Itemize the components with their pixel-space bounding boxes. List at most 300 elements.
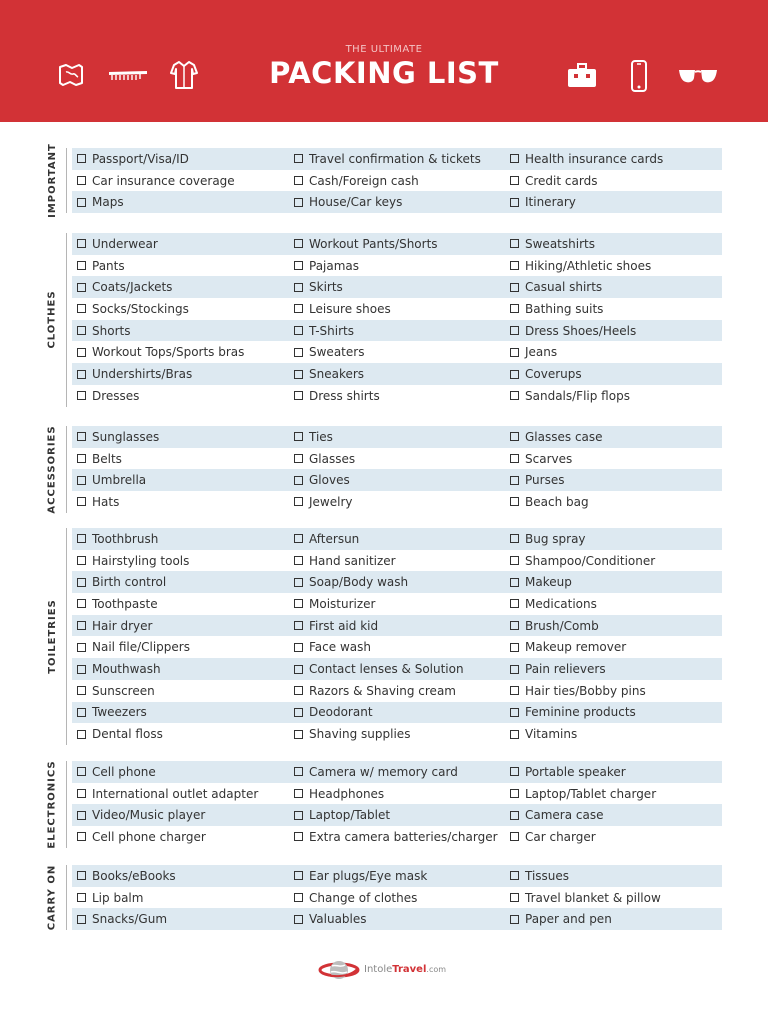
checkbox[interactable] (294, 871, 303, 880)
item-label: Deodorant (309, 705, 373, 720)
checkbox[interactable] (77, 767, 86, 776)
checklist-item[interactable] (505, 783, 656, 805)
checklist-item[interactable] (505, 191, 576, 213)
item-label: Video/Music player (92, 808, 206, 823)
section-label-text: CARRY ON (46, 864, 58, 931)
checkbox[interactable] (510, 476, 519, 485)
section-divider (66, 426, 67, 513)
checklist-row (72, 491, 722, 513)
checklist-item[interactable] (72, 571, 166, 593)
checkbox[interactable] (294, 915, 303, 924)
checklist-item[interactable] (289, 191, 402, 213)
checklist-item[interactable] (505, 385, 630, 407)
checkbox[interactable] (510, 497, 519, 506)
checklist-row (72, 783, 722, 805)
section-divider (66, 865, 67, 930)
item-label: Sunscreen (92, 683, 155, 698)
item-label: Itinerary (525, 195, 576, 210)
checkbox[interactable] (294, 432, 303, 441)
checkbox[interactable] (510, 154, 519, 163)
checkbox[interactable] (294, 767, 303, 776)
checklist-item[interactable] (289, 723, 410, 745)
checklist-item[interactable] (72, 342, 244, 364)
checkbox[interactable] (294, 176, 303, 185)
item-label: Passport/Visa/ID (92, 151, 189, 166)
checklist-item[interactable] (72, 255, 125, 277)
checkbox[interactable] (510, 578, 519, 587)
checklist-row (72, 865, 722, 887)
checkbox[interactable] (77, 686, 86, 695)
item-label: Dress shirts (309, 388, 380, 403)
footer-logo (318, 956, 458, 984)
checklist-item[interactable] (72, 723, 163, 745)
checklist-row (72, 680, 722, 702)
checklist-item[interactable] (72, 887, 143, 909)
checkbox[interactable] (294, 198, 303, 207)
checkbox[interactable] (510, 454, 519, 463)
section-divider (66, 148, 67, 213)
checkbox[interactable] (77, 154, 86, 163)
checklist-item[interactable] (289, 276, 343, 298)
checklist-item[interactable] (505, 680, 646, 702)
checkbox[interactable] (77, 348, 86, 357)
section-label (36, 761, 68, 848)
checklist-row (72, 276, 722, 298)
checkbox[interactable] (294, 239, 303, 248)
item-label: Sweaters (309, 345, 365, 360)
checkbox[interactable] (294, 534, 303, 543)
checkbox[interactable] (294, 261, 303, 270)
checkbox[interactable] (294, 686, 303, 695)
checklist-item[interactable] (505, 804, 604, 826)
checkbox[interactable] (294, 556, 303, 565)
item-label: Change of clothes (309, 890, 418, 905)
checkbox[interactable] (510, 665, 519, 674)
checklist-item[interactable] (289, 491, 353, 513)
section-carry-on (0, 865, 768, 930)
checkbox[interactable] (510, 391, 519, 400)
checkbox[interactable] (510, 621, 519, 630)
checkbox[interactable] (77, 811, 86, 820)
checklist-item[interactable] (505, 637, 626, 659)
checkbox[interactable] (77, 665, 86, 674)
suitcase-icon (567, 62, 597, 88)
checklist-item[interactable] (505, 276, 602, 298)
checkbox[interactable] (77, 556, 86, 565)
item-label: Hiking/Athletic shoes (525, 258, 652, 273)
checkbox[interactable] (77, 915, 86, 924)
checkbox[interactable] (294, 454, 303, 463)
item-label: Vitamins (525, 727, 578, 742)
item-label: Soap/Body wash (309, 575, 409, 590)
checklist-item[interactable] (505, 887, 661, 909)
checklist-row (72, 723, 722, 745)
checkbox[interactable] (77, 730, 86, 739)
checkbox[interactable] (510, 198, 519, 207)
checklist-item[interactable] (72, 148, 189, 170)
checklist-item[interactable] (505, 170, 597, 192)
item-label: Moisturizer (309, 596, 376, 611)
checkbox[interactable] (510, 686, 519, 695)
checkbox[interactable] (77, 832, 86, 841)
checkbox[interactable] (294, 665, 303, 674)
item-label: Sunglasses (92, 429, 160, 444)
checklist-item[interactable] (289, 448, 355, 470)
item-label: Bug spray (525, 531, 586, 546)
checkbox[interactable] (294, 578, 303, 587)
checklist-item[interactable] (505, 571, 572, 593)
checklist-item[interactable] (289, 637, 371, 659)
checklist-item[interactable] (72, 426, 159, 448)
checklist-item[interactable] (289, 363, 364, 385)
footer-logo-text (364, 964, 446, 975)
checklist-item[interactable] (289, 804, 390, 826)
item-label: Aftersun (309, 531, 360, 546)
checkbox[interactable] (294, 370, 303, 379)
checklist-row (72, 170, 722, 192)
checklist-item[interactable] (72, 191, 124, 213)
item-label: Brush/Comb (525, 618, 599, 633)
checkbox[interactable] (510, 708, 519, 717)
checklist-item[interactable] (72, 615, 152, 637)
checkbox[interactable] (77, 497, 86, 506)
checklist-item[interactable] (289, 658, 464, 680)
item-label: Credit cards (525, 173, 598, 188)
item-label: Coats/Jackets (92, 280, 173, 295)
item-label: Dresses (92, 388, 140, 403)
item-label: Hats (92, 494, 120, 509)
checklist-item[interactable] (72, 637, 190, 659)
checklist-item[interactable] (505, 148, 663, 170)
item-label: Birth control (92, 575, 167, 590)
checklist-item[interactable] (289, 469, 350, 491)
checkbox[interactable] (77, 176, 86, 185)
checkbox[interactable] (510, 767, 519, 776)
checklist-item[interactable] (72, 491, 119, 513)
item-label: Bathing suits (525, 301, 604, 316)
item-label: Jewelry (309, 494, 353, 509)
checkbox[interactable] (294, 391, 303, 400)
section-important (0, 143, 768, 218)
phone-icon (630, 60, 648, 92)
item-label: Shorts (92, 323, 131, 338)
header-banner (0, 0, 768, 122)
checklist-item[interactable] (505, 320, 636, 342)
checkbox[interactable] (510, 730, 519, 739)
item-label: T-Shirts (309, 323, 355, 338)
checkbox[interactable] (294, 326, 303, 335)
checkbox[interactable] (294, 283, 303, 292)
checklist-item[interactable] (289, 298, 391, 320)
item-label: Glasses case (525, 429, 603, 444)
checklist-item[interactable] (505, 255, 651, 277)
item-label: Purses (525, 473, 565, 488)
checklist-item[interactable] (289, 170, 419, 192)
checkbox[interactable] (77, 432, 86, 441)
item-label: Ties (309, 429, 333, 444)
checklist-item[interactable] (72, 233, 158, 255)
item-label: Headphones (309, 786, 385, 801)
item-label: Scarves (525, 451, 573, 466)
checkbox[interactable] (510, 599, 519, 608)
checklist-item[interactable] (72, 320, 130, 342)
item-label: Contact lenses & Solution (309, 662, 464, 677)
item-label: Hairstyling tools (92, 553, 190, 568)
checklist-item[interactable] (505, 363, 582, 385)
checklist-item[interactable] (289, 702, 373, 724)
item-label: Books/eBooks (92, 868, 176, 883)
checklist-row (72, 385, 722, 407)
checkbox[interactable] (510, 176, 519, 185)
item-label: Extra camera batteries/charger (309, 829, 498, 844)
item-label: Sandals/Flip flops (525, 388, 630, 403)
checklist-row (72, 255, 722, 277)
checklist-row (72, 426, 722, 448)
checklist-item[interactable] (505, 723, 577, 745)
item-label: Paper and pen (525, 912, 612, 927)
checkbox[interactable] (510, 832, 519, 841)
item-label: Beach bag (525, 494, 589, 509)
checkbox[interactable] (77, 326, 86, 335)
checkbox[interactable] (510, 871, 519, 880)
logo-suffix: .com (426, 965, 447, 974)
checklist-item[interactable] (289, 255, 359, 277)
item-label: Travel confirmation & tickets (309, 151, 481, 166)
checklist-item[interactable] (72, 469, 146, 491)
checkbox[interactable] (77, 304, 86, 313)
item-label: Portable speaker (525, 764, 626, 779)
checklist-item[interactable] (72, 363, 192, 385)
checklist-item[interactable] (289, 615, 378, 637)
checkbox[interactable] (294, 154, 303, 163)
item-label: Dental floss (92, 727, 163, 742)
checkbox[interactable] (510, 789, 519, 798)
checklist-item[interactable] (505, 491, 589, 513)
checklist-item[interactable] (289, 908, 367, 930)
item-label: Shaving supplies (309, 727, 411, 742)
checklist-row (72, 761, 722, 783)
item-label: Workout Pants/Shorts (309, 236, 438, 251)
section-electronics (0, 761, 768, 848)
checklist-item[interactable] (289, 887, 417, 909)
checklist-row (72, 637, 722, 659)
item-label: Skirts (309, 280, 343, 295)
checklist-item[interactable] (72, 826, 206, 848)
item-label: Makeup remover (525, 640, 627, 655)
checklist-item[interactable] (72, 761, 156, 783)
section-label-text: ACCESSORIES (46, 425, 58, 514)
checklist-item[interactable] (289, 783, 384, 805)
item-label: Pants (92, 258, 125, 273)
checklist-row (72, 298, 722, 320)
checklist-row (72, 571, 722, 593)
item-label: Leisure shoes (309, 301, 391, 316)
checklist-item[interactable] (289, 426, 333, 448)
item-label: Mouthwash (92, 662, 161, 677)
checklist-item[interactable] (505, 528, 586, 550)
checklist-item[interactable] (505, 826, 596, 848)
header-subtitle: THE ULTIMATE (345, 44, 423, 55)
checklist-item[interactable] (505, 469, 564, 491)
checklist-item[interactable] (72, 385, 139, 407)
checklist-item[interactable] (289, 233, 438, 255)
item-label: Undershirts/Bras (92, 367, 193, 382)
checkbox[interactable] (294, 811, 303, 820)
checkbox[interactable] (510, 643, 519, 652)
checkbox[interactable] (294, 497, 303, 506)
checklist-item[interactable] (289, 680, 456, 702)
checkbox[interactable] (510, 261, 519, 270)
checklist-item[interactable] (505, 908, 612, 930)
checkbox[interactable] (77, 370, 86, 379)
checkbox[interactable] (77, 454, 86, 463)
section-clothes (0, 233, 768, 407)
item-label: Car charger (525, 829, 596, 844)
checkbox[interactable] (77, 239, 86, 248)
checkbox[interactable] (510, 348, 519, 357)
item-label: Lip balm (92, 890, 144, 905)
checkbox[interactable] (294, 832, 303, 841)
checkbox[interactable] (294, 476, 303, 485)
checklist-item[interactable] (72, 702, 147, 724)
checklist-item[interactable] (289, 761, 458, 783)
checklist-item[interactable] (505, 865, 569, 887)
checklist-item[interactable] (289, 826, 498, 848)
checklist-item[interactable] (505, 761, 626, 783)
checklist-item[interactable] (505, 233, 595, 255)
checklist-item[interactable] (72, 298, 189, 320)
checklist-row (72, 550, 722, 572)
checkbox[interactable] (510, 811, 519, 820)
checkbox[interactable] (294, 348, 303, 357)
checklist-item[interactable] (72, 528, 158, 550)
checklist-row (72, 702, 722, 724)
checkbox[interactable] (77, 789, 86, 798)
checklist-row (72, 658, 722, 680)
checkbox[interactable] (77, 198, 86, 207)
checkbox[interactable] (510, 915, 519, 924)
checkbox[interactable] (77, 283, 86, 292)
checklist-row (72, 342, 722, 364)
checkbox[interactable] (294, 708, 303, 717)
checkbox[interactable] (77, 621, 86, 630)
checkbox[interactable] (294, 643, 303, 652)
checkbox[interactable] (294, 621, 303, 630)
checklist-item[interactable] (72, 783, 258, 805)
checkbox[interactable] (77, 708, 86, 717)
checklist-item[interactable] (72, 658, 161, 680)
checkbox[interactable] (77, 871, 86, 880)
checkbox[interactable] (77, 391, 86, 400)
checklist-item[interactable] (72, 276, 172, 298)
checkbox[interactable] (510, 370, 519, 379)
checklist-item[interactable] (505, 593, 597, 615)
checkbox[interactable] (77, 578, 86, 587)
item-label: Hair ties/Bobby pins (525, 683, 646, 698)
checkbox[interactable] (294, 599, 303, 608)
checkbox[interactable] (77, 643, 86, 652)
item-label: Ear plugs/Eye mask (309, 868, 428, 883)
checklist-item[interactable] (289, 320, 354, 342)
checklist-item[interactable] (72, 804, 205, 826)
item-label: Feminine products (525, 705, 636, 720)
checkbox[interactable] (294, 730, 303, 739)
checklist-row (72, 320, 722, 342)
checklist-item[interactable] (289, 148, 481, 170)
checklist-item[interactable] (289, 593, 375, 615)
checklist-item[interactable] (289, 865, 427, 887)
section-label (36, 143, 68, 218)
checkbox[interactable] (77, 534, 86, 543)
checklist-item[interactable] (72, 550, 189, 572)
checkbox[interactable] (294, 789, 303, 798)
checklist-row (72, 908, 722, 930)
checkbox[interactable] (510, 326, 519, 335)
section-label-text: IMPORTANT (46, 143, 58, 218)
item-label: Pajamas (309, 258, 360, 273)
section-label-text: CLOTHES (46, 290, 58, 349)
checklist-row (72, 363, 722, 385)
checkbox[interactable] (77, 599, 86, 608)
checkbox[interactable] (77, 476, 86, 485)
item-label: Hand sanitizer (309, 553, 396, 568)
checkbox[interactable] (510, 304, 519, 313)
checklist-item[interactable] (505, 426, 603, 448)
checklist-item[interactable] (505, 298, 603, 320)
checklist-item[interactable] (505, 342, 557, 364)
checkbox[interactable] (77, 893, 86, 902)
checklist-item[interactable] (505, 448, 572, 470)
item-label: Camera w/ memory card (309, 764, 458, 779)
item-label: Face wash (309, 640, 371, 655)
checklist-item[interactable] (72, 680, 155, 702)
item-label: Shampoo/Conditioner (525, 553, 656, 568)
checkbox[interactable] (294, 893, 303, 902)
item-label: Underwear (92, 236, 158, 251)
item-label: Toothpaste (92, 596, 158, 611)
checklist-item[interactable] (289, 528, 359, 550)
checklist-row (72, 448, 722, 470)
checklist-item[interactable] (72, 908, 167, 930)
item-label: Nail file/Clippers (92, 640, 190, 655)
checkbox[interactable] (510, 239, 519, 248)
checklist-item[interactable] (505, 702, 636, 724)
checkbox[interactable] (294, 304, 303, 313)
checklist-item[interactable] (505, 550, 655, 572)
globe-logo-icon (318, 956, 360, 984)
section-label (36, 528, 68, 745)
checklist-item[interactable] (289, 550, 396, 572)
checkbox[interactable] (510, 534, 519, 543)
checklist-row (72, 804, 722, 826)
checkbox[interactable] (510, 893, 519, 902)
checklist-item[interactable] (289, 385, 380, 407)
checklist-item[interactable] (289, 571, 408, 593)
checklist-item[interactable] (72, 170, 235, 192)
checklist-item[interactable] (72, 593, 158, 615)
checklist-item[interactable] (72, 448, 122, 470)
item-label: Gloves (309, 473, 350, 488)
item-label: Cash/Foreign cash (309, 173, 419, 188)
checkbox[interactable] (510, 432, 519, 441)
checkbox[interactable] (510, 283, 519, 292)
checklist-item[interactable] (505, 615, 599, 637)
checkbox[interactable] (510, 556, 519, 565)
checklist-item[interactable] (72, 865, 176, 887)
checklist-item[interactable] (505, 658, 606, 680)
checkbox[interactable] (77, 261, 86, 270)
checklist-item[interactable] (289, 342, 364, 364)
